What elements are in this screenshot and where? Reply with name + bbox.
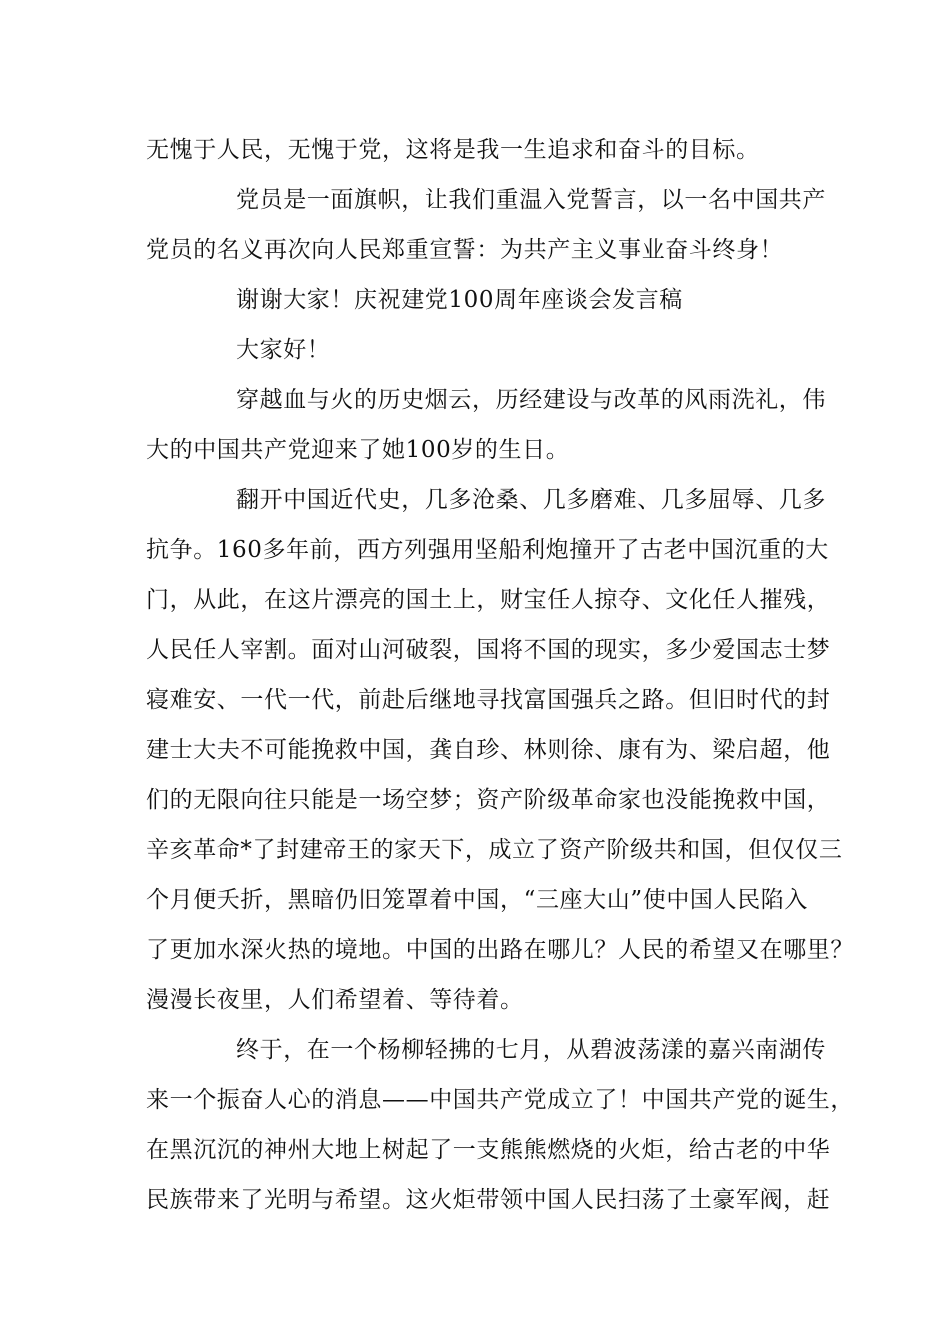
text-line: 翻开中国近代史，几多沧桑、几多磨难、几多屈辱、几多 <box>236 487 826 513</box>
text-line: 穿越血与火的历史烟云，历经建设与改革的风雨洗礼，伟 <box>236 387 826 413</box>
text-line: 漫漫长夜里，人们希望着、等待着。 <box>146 987 524 1013</box>
text-line: 在黑沉沉的神州大地上树起了一支熊熊燃烧的火炬，给古老的中华 <box>146 1137 831 1163</box>
text-line: 了更加水深火热的境地。中国的出路在哪儿？人民的希望又在哪里？ <box>146 937 854 963</box>
text-line: 门，从此，在这片漂亮的国土上，财宝任人掠夺、文化任人摧残， <box>146 587 831 613</box>
text-line: 无愧于人民，无愧于党，这将是我一生追求和奋斗的目标。 <box>146 137 760 163</box>
text-line: 辛亥革命*了封建帝王的家天下，成立了资产阶级共和国，但仅仅三 <box>146 837 843 863</box>
text-line: 们的无限向往只能是一场空梦；资产阶级革命家也没能挽救中国， <box>146 787 831 813</box>
text-line: 大的中国共产党迎来了她100岁的生日。 <box>146 437 570 463</box>
text-line: 党员的名义再次向人民郑重宣誓：为共产主义事业奋斗终身！ <box>146 237 784 263</box>
text-line: 大家好！ <box>236 337 331 363</box>
text-line: 来一个振奋人心的消息——中国共产党成立了！中国共产党的诞生， <box>146 1087 854 1113</box>
text-line: 谢谢大家！庆祝建党100周年座谈会发言稿 <box>236 287 683 313</box>
text-line: 民族带来了光明与希望。这火炬带领中国人民扫荡了土豪军阀，赶 <box>146 1187 831 1213</box>
text-line: 个月便夭折，黑暗仍旧笼罩着中国，“三座大山”使中国人民陷入 <box>146 887 808 913</box>
text-line: 党员是一面旗帜，让我们重温入党誓言，以一名中国共产 <box>236 187 826 213</box>
text-line: 寝难安、一代一代，前赴后继地寻找富国强兵之路。但旧时代的封 <box>146 687 831 713</box>
text-line: 建士大夫不可能挽救中国，龚自珍、林则徐、康有为、梁启超，他 <box>146 737 831 763</box>
text-line: 抗争。160多年前，西方列强用坚船利炮撞开了古老中国沉重的大 <box>146 537 829 563</box>
text-line: 人民任人宰割。面对山河破裂，国将不国的现实，多少爱国志士梦 <box>146 637 831 663</box>
text-line: 终于，在一个杨柳轻拂的七月，从碧波荡漾的嘉兴南湖传 <box>236 1037 826 1063</box>
